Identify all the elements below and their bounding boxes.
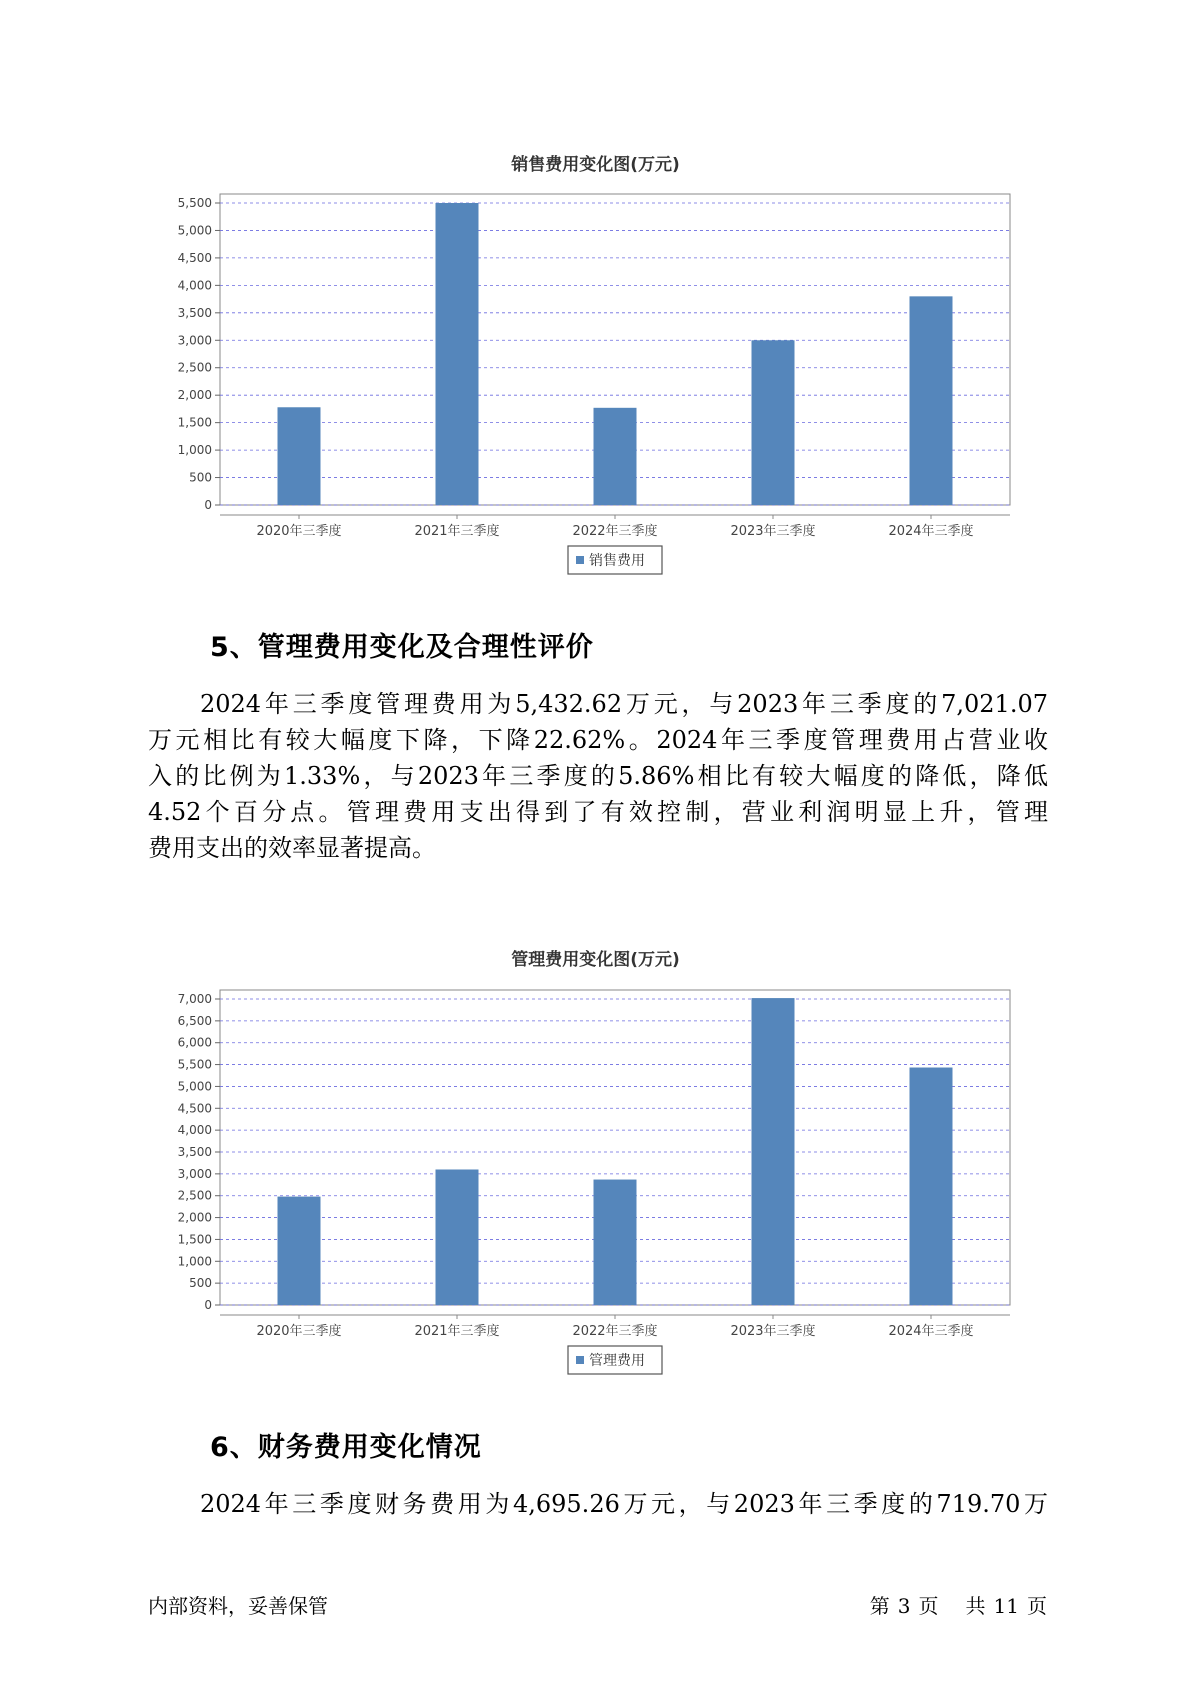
y-tick-label: 5,500: [177, 196, 212, 210]
para-line: 入的比例为1.33%，与2023年三季度的5.86%相比有较大幅度的降低，降低: [148, 762, 1048, 790]
footer-confidential-note: 内部资料，妥善保管: [148, 1594, 328, 1618]
section6-heading: 6、财务费用变化情况: [210, 1432, 482, 1463]
para-line: 2024年三季度管理费用为5,432.62万元，与2023年三季度的7,021.07: [200, 690, 1048, 718]
total-suffix: 页: [1027, 1594, 1047, 1618]
y-tick-label: 4,500: [177, 250, 212, 265]
y-tick-label: 4,000: [177, 1123, 212, 1138]
y-tick-label: 4,500: [177, 1101, 212, 1116]
y-tick-label: 5,000: [177, 223, 212, 238]
x-tick-label: 2022年三季度: [572, 1324, 658, 1339]
para-line: 2024年三季度财务费用为4,695.26万元，与2023年三季度的719.70万: [200, 1490, 1048, 1518]
y-tick-label: 2,500: [177, 1188, 212, 1203]
y-tick-label: 1,500: [177, 415, 212, 430]
bar: [594, 1180, 637, 1305]
bar: [910, 1068, 953, 1305]
footer-page-number: [866, 1590, 1051, 1619]
total-prefix: 共: [965, 1594, 986, 1618]
page-prefix: 第: [869, 1594, 890, 1618]
bar: [436, 1169, 479, 1305]
y-tick-label: 0: [204, 498, 212, 512]
x-tick-label: 2024年三季度: [888, 524, 974, 539]
legend-swatch: [576, 1356, 584, 1364]
para-line: 费用支出的效率显著提高。: [148, 834, 436, 862]
legend-label: 销售费用: [589, 553, 645, 569]
section6-paragraph: [148, 1486, 1048, 1522]
y-tick-label: 2,000: [177, 1210, 212, 1225]
y-tick-label: 6,500: [177, 1013, 212, 1028]
y-tick-label: 7,000: [177, 992, 212, 1006]
y-tick-label: 2,500: [177, 360, 212, 375]
y-tick-label: 1,000: [177, 1254, 212, 1269]
page-num: 3: [897, 1594, 911, 1618]
y-tick-label: 4,000: [177, 278, 212, 293]
x-tick-label: 2021年三季度: [414, 1324, 500, 1339]
x-tick-label: 2020年三季度: [256, 524, 342, 539]
y-tick-label: 5,500: [177, 1057, 212, 1072]
section5-heading: 5、管理费用变化及合理性评价: [210, 632, 594, 663]
y-tick-label: 6,000: [177, 1035, 212, 1050]
admin-chart-title: 管理费用变化图(万元): [511, 950, 680, 970]
y-tick-label: 500: [189, 1276, 212, 1291]
para-line: 万元相比有较大幅度下降，下降22.62%。2024年三季度管理费用占营业收: [148, 726, 1048, 754]
y-tick-label: 0: [204, 1298, 212, 1312]
bar: [278, 1197, 321, 1305]
sales-chart-title: 销售费用变化图(万元): [511, 155, 680, 175]
total-num: 11: [993, 1594, 1019, 1618]
y-tick-label: 3,500: [177, 1145, 212, 1159]
y-tick-label: 5,000: [177, 1079, 212, 1094]
y-tick-label: 2,000: [177, 388, 212, 403]
legend-label: 管理费用: [589, 1353, 645, 1369]
y-tick-label: 1,500: [177, 1232, 212, 1247]
x-tick-label: 2021年三季度: [414, 524, 500, 539]
x-tick-label: 2020年三季度: [256, 1324, 342, 1339]
bar: [752, 998, 795, 1305]
x-tick-label: 2023年三季度: [730, 524, 816, 539]
para-line: 4.52个百分点。管理费用支出得到了有效控制，营业利润明显上升，管理: [148, 798, 1048, 826]
y-tick-label: 1,000: [177, 443, 212, 458]
x-tick-label: 2024年三季度: [888, 1324, 974, 1339]
page-suffix: 页: [918, 1594, 939, 1618]
y-tick-label: 3,500: [177, 305, 212, 320]
y-tick-label: 3,000: [177, 333, 212, 348]
y-tick-label: 500: [189, 470, 212, 485]
y-tick-label: 3,000: [177, 1166, 212, 1181]
x-tick-label: 2023年三季度: [730, 1324, 816, 1339]
x-tick-label: 2022年三季度: [572, 524, 658, 539]
